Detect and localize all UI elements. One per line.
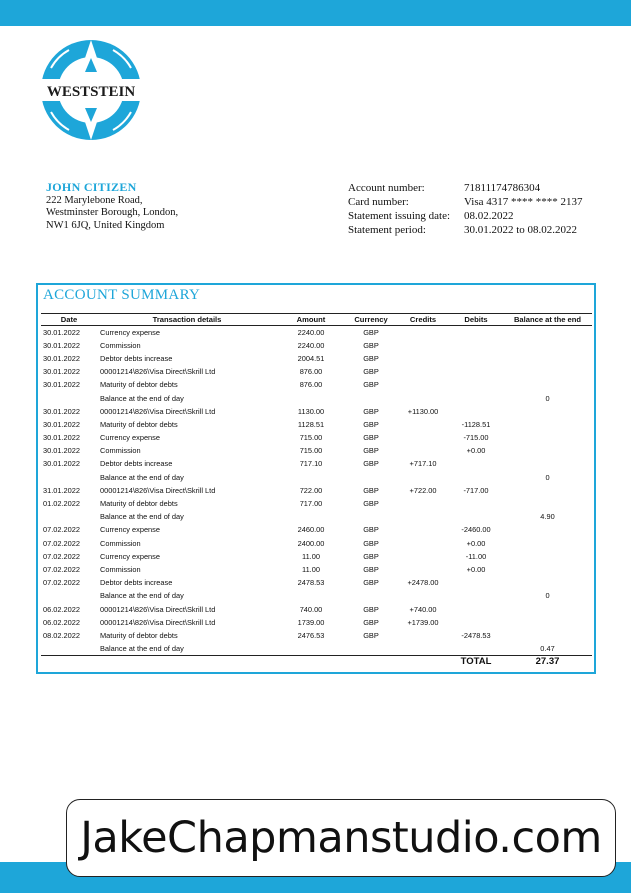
- cell-currency: GBP: [363, 380, 379, 390]
- cell-balance: [503, 616, 592, 629]
- cell-balance: [503, 523, 592, 536]
- cell-details: Balance at the end of day: [100, 393, 184, 403]
- cell-amount: 1739.00: [297, 617, 325, 627]
- cell-currency: GBP: [363, 446, 379, 456]
- cell-amount: 2400.00: [297, 538, 325, 548]
- table-row: [41, 378, 592, 391]
- issuing-date-label: Statement issuing date:: [348, 210, 451, 222]
- customer-name: JOHN CITIZEN: [46, 180, 137, 194]
- cell-debits: +0.00: [466, 446, 486, 456]
- cell-debits: -11.00: [465, 551, 487, 561]
- cell-balance: [503, 444, 592, 457]
- statement-period-label: Statement period:: [348, 224, 426, 236]
- account-summary-panel: [36, 283, 596, 674]
- cell-amount: 722.00: [299, 485, 323, 495]
- cell-debits: -2478.53: [461, 630, 491, 640]
- table-row: [41, 510, 592, 523]
- cell-amount: 876.00: [299, 367, 323, 377]
- logo-wordmark: WESTSTEIN: [46, 84, 136, 100]
- cell-currency: GBP: [363, 419, 379, 429]
- cell-date: 30.01.2022: [43, 446, 80, 456]
- column-header-amount: Amount: [277, 314, 345, 326]
- cell-debits: [449, 497, 503, 510]
- transactions-body: [41, 326, 592, 656]
- cell-debits: +0.00: [466, 564, 486, 574]
- address-line-3: NW1 6JQ, United Kingdom: [46, 219, 165, 231]
- table-row: [41, 444, 592, 457]
- cell-balance: 0: [545, 591, 550, 601]
- cell-debits: [449, 589, 503, 602]
- cell-date: 30.01.2022: [43, 459, 80, 469]
- weststein-logo: [39, 38, 143, 142]
- cell-credits: +717.10: [409, 459, 437, 469]
- cell-amount: 876.00: [299, 380, 323, 390]
- table-row: [41, 352, 592, 365]
- cell-details: Maturity of debtor debts: [100, 630, 178, 640]
- cell-date: 08.02.2022: [43, 630, 80, 640]
- cell-balance: [503, 378, 592, 391]
- cell-credits: [397, 510, 449, 523]
- cell-details: Commission: [100, 564, 141, 574]
- table-row: [41, 457, 592, 470]
- account-summary-title: ACCOUNT SUMMARY: [43, 287, 201, 303]
- account-number-label: Account number:: [348, 182, 425, 194]
- column-header-currency: Currency: [345, 314, 397, 326]
- cell-details: Debtor debts increase: [100, 578, 173, 588]
- table-row: [41, 339, 592, 352]
- cell-debits: [449, 365, 503, 378]
- table-row: [41, 405, 592, 418]
- table-row: [41, 431, 592, 444]
- cell-credits: [397, 326, 449, 339]
- table-row: [41, 484, 592, 497]
- table-row: [41, 537, 592, 550]
- cell-details: Currency expense: [100, 551, 160, 561]
- cell-details: Balance at the end of day: [100, 512, 184, 522]
- cell-debits: [449, 602, 503, 615]
- cell-details: Balance at the end of day: [100, 643, 184, 653]
- cell-details: Maturity of debtor debts: [100, 419, 178, 429]
- customer-address-block: [46, 181, 178, 232]
- table-row: [41, 523, 592, 536]
- watermark-banner: [66, 799, 616, 877]
- cell-credits: [397, 537, 449, 550]
- cell-amount: 2240.00: [297, 327, 325, 337]
- cell-debits: -715.00: [463, 433, 489, 443]
- account-number-value: 71811174786304: [464, 182, 541, 194]
- cell-credits: [397, 642, 449, 655]
- cell-credits: +1739.00: [407, 617, 439, 627]
- cell-balance: [503, 418, 592, 431]
- cell-date: 07.02.2022: [43, 578, 80, 588]
- cell-date: 07.02.2022: [43, 525, 80, 535]
- cell-amount: 715.00: [299, 433, 323, 443]
- cell-currency: GBP: [363, 327, 379, 337]
- watermark-text: JakeChapmanstudio.com: [80, 813, 602, 863]
- cell-date: 30.01.2022: [43, 340, 80, 350]
- cell-date: 06.02.2022: [43, 617, 80, 627]
- table-row: [41, 471, 592, 484]
- cell-currency: GBP: [363, 617, 379, 627]
- cell-currency: [345, 642, 397, 655]
- cell-details: Currency expense: [100, 433, 160, 443]
- transactions-table: [41, 313, 592, 668]
- cell-balance: [503, 339, 592, 352]
- cell-date: 30.01.2022: [43, 433, 80, 443]
- cell-debits: -2460.00: [461, 525, 491, 535]
- cell-amount: [277, 471, 345, 484]
- total-label: TOTAL: [449, 655, 503, 668]
- table-row: [41, 391, 592, 404]
- cell-amount: 717.10: [299, 459, 323, 469]
- table-row: [41, 642, 592, 655]
- cell-date: 30.01.2022: [43, 367, 80, 377]
- cell-debits: [449, 576, 503, 589]
- cell-amount: 11.00: [302, 564, 320, 574]
- cell-debits: +0.00: [466, 538, 486, 548]
- cell-date: [41, 471, 97, 484]
- table-row: [41, 365, 592, 378]
- cell-credits: [397, 339, 449, 352]
- cell-debits: [449, 352, 503, 365]
- cell-date: 31.01.2022: [43, 485, 80, 495]
- cell-currency: GBP: [363, 459, 379, 469]
- card-number-value: Visa 4317 **** **** 2137: [464, 196, 583, 208]
- cell-amount: [277, 510, 345, 523]
- cell-details: 00001214\826\Visa Direct\Skrill Ltd: [100, 485, 216, 495]
- cell-date: 07.02.2022: [43, 564, 80, 574]
- cell-currency: GBP: [363, 485, 379, 495]
- cell-credits: [397, 352, 449, 365]
- table-row: [41, 550, 592, 563]
- total-value: 27.37: [503, 655, 592, 668]
- cell-balance: [503, 484, 592, 497]
- cell-amount: 2240.00: [297, 340, 325, 350]
- cell-balance: 0: [545, 393, 550, 403]
- cell-currency: GBP: [363, 578, 379, 588]
- cell-credits: +722.00: [409, 485, 437, 495]
- cell-debits: [449, 378, 503, 391]
- cell-details: Commission: [100, 340, 141, 350]
- cell-balance: [503, 629, 592, 642]
- cell-credits: [397, 391, 449, 404]
- cell-credits: [397, 418, 449, 431]
- cell-credits: [397, 365, 449, 378]
- table-row: [41, 589, 592, 602]
- cell-debits: [449, 510, 503, 523]
- cell-amount: 2476.53: [297, 630, 325, 640]
- address-line-1: 222 Marylebone Road,: [46, 194, 143, 206]
- table-row: [41, 326, 592, 339]
- table-row: [41, 602, 592, 615]
- cell-debits: [449, 616, 503, 629]
- cell-details: Maturity of debtor debts: [100, 380, 178, 390]
- cell-balance: [503, 365, 592, 378]
- cell-currency: GBP: [363, 340, 379, 350]
- table-row: [41, 629, 592, 642]
- cell-debits: [449, 642, 503, 655]
- account-info-block: [348, 181, 583, 237]
- cell-date: 06.02.2022: [43, 604, 80, 614]
- cell-details: 00001214\826\Visa Direct\Skrill Ltd: [100, 406, 216, 416]
- cell-debits: [449, 391, 503, 404]
- card-number-label: Card number:: [348, 196, 409, 208]
- cell-amount: 11.00: [302, 551, 320, 561]
- cell-balance: [503, 352, 592, 365]
- table-row: [41, 616, 592, 629]
- cell-balance: [503, 576, 592, 589]
- cell-date: 30.01.2022: [43, 353, 80, 363]
- table-row: [41, 563, 592, 576]
- cell-amount: 1128.51: [297, 419, 325, 429]
- cell-credits: [397, 471, 449, 484]
- cell-credits: [397, 629, 449, 642]
- cell-balance: [503, 431, 592, 444]
- cell-credits: [397, 550, 449, 563]
- cell-date: 30.01.2022: [43, 419, 80, 429]
- cell-balance: 4.90: [540, 512, 555, 522]
- cell-credits: [397, 523, 449, 536]
- cell-amount: 1130.00: [297, 406, 325, 416]
- cell-details: Balance at the end of day: [100, 591, 184, 601]
- cell-date: [41, 642, 97, 655]
- cell-amount: 2004.51: [297, 353, 325, 363]
- cell-amount: 715.00: [299, 446, 323, 456]
- cell-credits: [397, 563, 449, 576]
- cell-credits: [397, 444, 449, 457]
- cell-balance: [503, 405, 592, 418]
- cell-amount: [277, 642, 345, 655]
- card-number-row: [348, 195, 583, 209]
- cell-credits: +1130.00: [407, 406, 439, 416]
- cell-debits: [449, 471, 503, 484]
- cell-debits: [449, 339, 503, 352]
- table-row: [41, 576, 592, 589]
- cell-credits: +740.00: [409, 604, 437, 614]
- table-row: [41, 497, 592, 510]
- table-row: [41, 418, 592, 431]
- cell-currency: GBP: [363, 499, 379, 509]
- cell-currency: GBP: [363, 630, 379, 640]
- cell-debits: -1128.51: [461, 419, 491, 429]
- address-line-2: Westminster Borough, London,: [46, 207, 179, 218]
- cell-currency: GBP: [363, 604, 379, 614]
- cell-currency: GBP: [363, 551, 379, 561]
- cell-currency: GBP: [363, 525, 379, 535]
- cell-date: [41, 510, 97, 523]
- cell-currency: GBP: [363, 433, 379, 443]
- cell-balance: 0.47: [540, 643, 555, 653]
- cell-amount: [277, 589, 345, 602]
- cell-balance: [503, 550, 592, 563]
- cell-debits: [449, 457, 503, 470]
- cell-debits: -717.00: [463, 485, 489, 495]
- column-header-balance: Balance at the end: [503, 314, 592, 326]
- cell-currency: GBP: [363, 367, 379, 377]
- cell-credits: [397, 431, 449, 444]
- cell-date: 07.02.2022: [43, 538, 80, 548]
- table-header-row: [41, 314, 592, 326]
- cell-details: Commission: [100, 538, 141, 548]
- cell-date: 07.02.2022: [43, 551, 80, 561]
- cell-currency: GBP: [363, 353, 379, 363]
- account-number-row: [348, 181, 583, 195]
- cell-details: Debtor debts increase: [100, 353, 173, 363]
- top-accent-bar: [0, 0, 631, 26]
- issuing-date-value: 08.02.2022: [464, 210, 514, 222]
- statement-period-row: [348, 223, 583, 237]
- cell-amount: 2460.00: [297, 525, 325, 535]
- cell-balance: 0: [545, 472, 550, 482]
- cell-currency: [345, 471, 397, 484]
- total-row: [41, 655, 592, 668]
- cell-details: Debtor debts increase: [100, 459, 173, 469]
- cell-credits: [397, 378, 449, 391]
- cell-amount: 2478.53: [297, 578, 325, 588]
- cell-currency: [345, 391, 397, 404]
- cell-credits: [397, 497, 449, 510]
- cell-balance: [503, 497, 592, 510]
- cell-details: 00001214\826\Visa Direct\Skrill Ltd: [100, 367, 216, 377]
- statement-period-value: 30.01.2022 to 08.02.2022: [464, 224, 578, 236]
- column-header-debits: Debits: [449, 314, 503, 326]
- cell-debits: [449, 326, 503, 339]
- cell-credits: [397, 589, 449, 602]
- cell-details: Maturity of debtor debts: [100, 499, 178, 509]
- cell-details: 00001214\826\Visa Direct\Skrill Ltd: [100, 604, 216, 614]
- cell-amount: 717.00: [299, 499, 323, 509]
- cell-currency: [345, 589, 397, 602]
- cell-details: Balance at the end of day: [100, 472, 184, 482]
- cell-currency: GBP: [363, 564, 379, 574]
- cell-debits: [449, 405, 503, 418]
- cell-balance: [503, 457, 592, 470]
- cell-amount: [277, 391, 345, 404]
- cell-details: Currency expense: [100, 327, 160, 337]
- cell-currency: GBP: [363, 538, 379, 548]
- cell-date: [41, 589, 97, 602]
- cell-balance: [503, 563, 592, 576]
- cell-currency: [345, 510, 397, 523]
- cell-details: 00001214\826\Visa Direct\Skrill Ltd: [100, 617, 216, 627]
- cell-date: 30.01.2022: [43, 380, 80, 390]
- column-header-details: Transaction details: [97, 314, 277, 326]
- column-header-date: Date: [41, 314, 97, 326]
- cell-details: Commission: [100, 446, 141, 456]
- cell-date: 30.01.2022: [43, 327, 80, 337]
- cell-currency: GBP: [363, 406, 379, 416]
- cell-date: 01.02.2022: [43, 499, 80, 509]
- cell-date: 30.01.2022: [43, 406, 80, 416]
- column-header-credits: Credits: [397, 314, 449, 326]
- cell-balance: [503, 326, 592, 339]
- cell-credits: +2478.00: [407, 578, 439, 588]
- cell-balance: [503, 602, 592, 615]
- cell-balance: [503, 537, 592, 550]
- cell-date: [41, 391, 97, 404]
- issuing-date-row: [348, 209, 583, 223]
- cell-amount: 740.00: [299, 604, 323, 614]
- cell-details: Currency expense: [100, 525, 160, 535]
